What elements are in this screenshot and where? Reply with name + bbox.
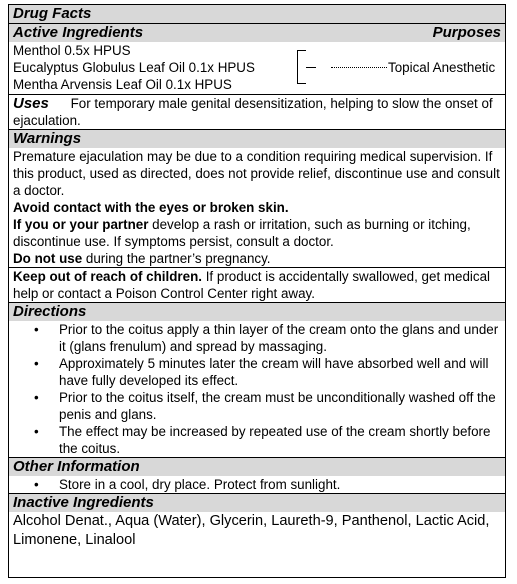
directions-section xyxy=(9,302,505,457)
active-ingredients-heading: Active Ingredients xyxy=(13,24,144,41)
keep-out-rest: If product is accidentally swallowed, get medical help or contact a Poison Control Center right away. xyxy=(13,269,491,301)
active-ingredients-body xyxy=(9,42,505,94)
warnings-p1: Premature ejaculation may be due to a condition requiring medical supervision. If this product, used as directed, does not provide relief, discontinue use and consult a doctor. xyxy=(13,149,500,198)
inactive-ingredients-text: Alcohol Denat., Aqua (Water), Glycerin, Laureth-9, Panthenol, Lactic Acid, Limonene, Linalool xyxy=(13,513,490,548)
bullet-icon: • xyxy=(34,477,39,492)
directions-item xyxy=(9,355,505,389)
uses-heading: Uses xyxy=(13,95,49,112)
purpose-text: Topical Anesthetic xyxy=(388,60,496,75)
inactive-ingredients-section xyxy=(9,493,505,550)
other-information-section xyxy=(9,457,505,493)
directions-heading: Directions xyxy=(9,303,505,321)
ingredient-line: Mentha Arvensis Leaf Oil 0.1x HPUS xyxy=(13,77,232,92)
bullet-icon: • xyxy=(34,390,39,405)
other-information-list xyxy=(9,476,505,493)
warnings-partner-text: develop a rash or irritation, such as burning or itching, discontinue use. If symptoms persist, consult a doctor. xyxy=(13,217,471,249)
uses-text: For temporary male genital desensitization, helping to slow the onset of ejaculation. xyxy=(13,96,493,128)
uses-body xyxy=(9,95,505,129)
directions-item xyxy=(9,389,505,423)
drug-facts-title: Drug Facts xyxy=(9,5,505,23)
warnings-section xyxy=(9,129,505,267)
do-not-use-bold: Do not use xyxy=(13,251,83,266)
ingredient-line: Menthol 0.5x HPUS xyxy=(13,43,131,58)
ingredient-bracket xyxy=(297,50,306,84)
other-information-item xyxy=(9,476,505,493)
purposes-heading: Purposes xyxy=(432,24,501,41)
drug-facts-panel xyxy=(8,4,506,578)
directions-item-text: The effect may be increased by repeated use of the cream shortly before the coitus. xyxy=(59,424,491,456)
inactive-ingredients-heading: Inactive Ingredients xyxy=(9,494,505,512)
keep-out-text xyxy=(9,268,505,302)
bullet-icon: • xyxy=(34,424,39,439)
directions-item-text: Prior to the coitus apply a thin layer of the cream onto the glans and under it (glans frenulum) and spread by massaging. xyxy=(59,322,499,354)
ingredient-line: Eucalyptus Globulus Leaf Oil 0.1x HPUS xyxy=(13,60,255,75)
do-not-use-text: during the partner’s pregnancy. xyxy=(82,251,271,266)
active-ingredients-section xyxy=(9,23,505,94)
warnings-do-not-use xyxy=(9,250,505,267)
other-information-heading: Other Information xyxy=(9,458,505,476)
other-information-item-text: Store in a cool, dry place. Protect from sunlight. xyxy=(59,477,341,492)
dotted-leader xyxy=(331,67,387,68)
warnings-partner-bold: If you or your partner xyxy=(13,217,149,232)
directions-item xyxy=(9,423,505,457)
warnings-heading: Warnings xyxy=(9,130,505,148)
warnings-partner xyxy=(9,216,505,250)
active-ingredients-header xyxy=(9,24,505,42)
keep-out-section xyxy=(9,267,505,302)
bullet-icon: • xyxy=(34,322,39,337)
bullet-icon: • xyxy=(34,356,39,371)
directions-item-text: Prior to the coitus itself, the cream must be unconditionally washed off the penis and glans. xyxy=(59,390,496,422)
keep-out-bold: Keep out of reach of children. xyxy=(13,269,202,284)
bracket-tick xyxy=(306,67,316,68)
warnings-avoid-contact: Avoid contact with the eyes or broken skin. xyxy=(13,200,289,215)
directions-item-text: Approximately 5 minutes later the cream will have absorbed well and will have fully developed its effect. xyxy=(59,356,489,388)
directions-item xyxy=(9,321,505,355)
directions-list xyxy=(9,321,505,457)
uses-section xyxy=(9,94,505,129)
